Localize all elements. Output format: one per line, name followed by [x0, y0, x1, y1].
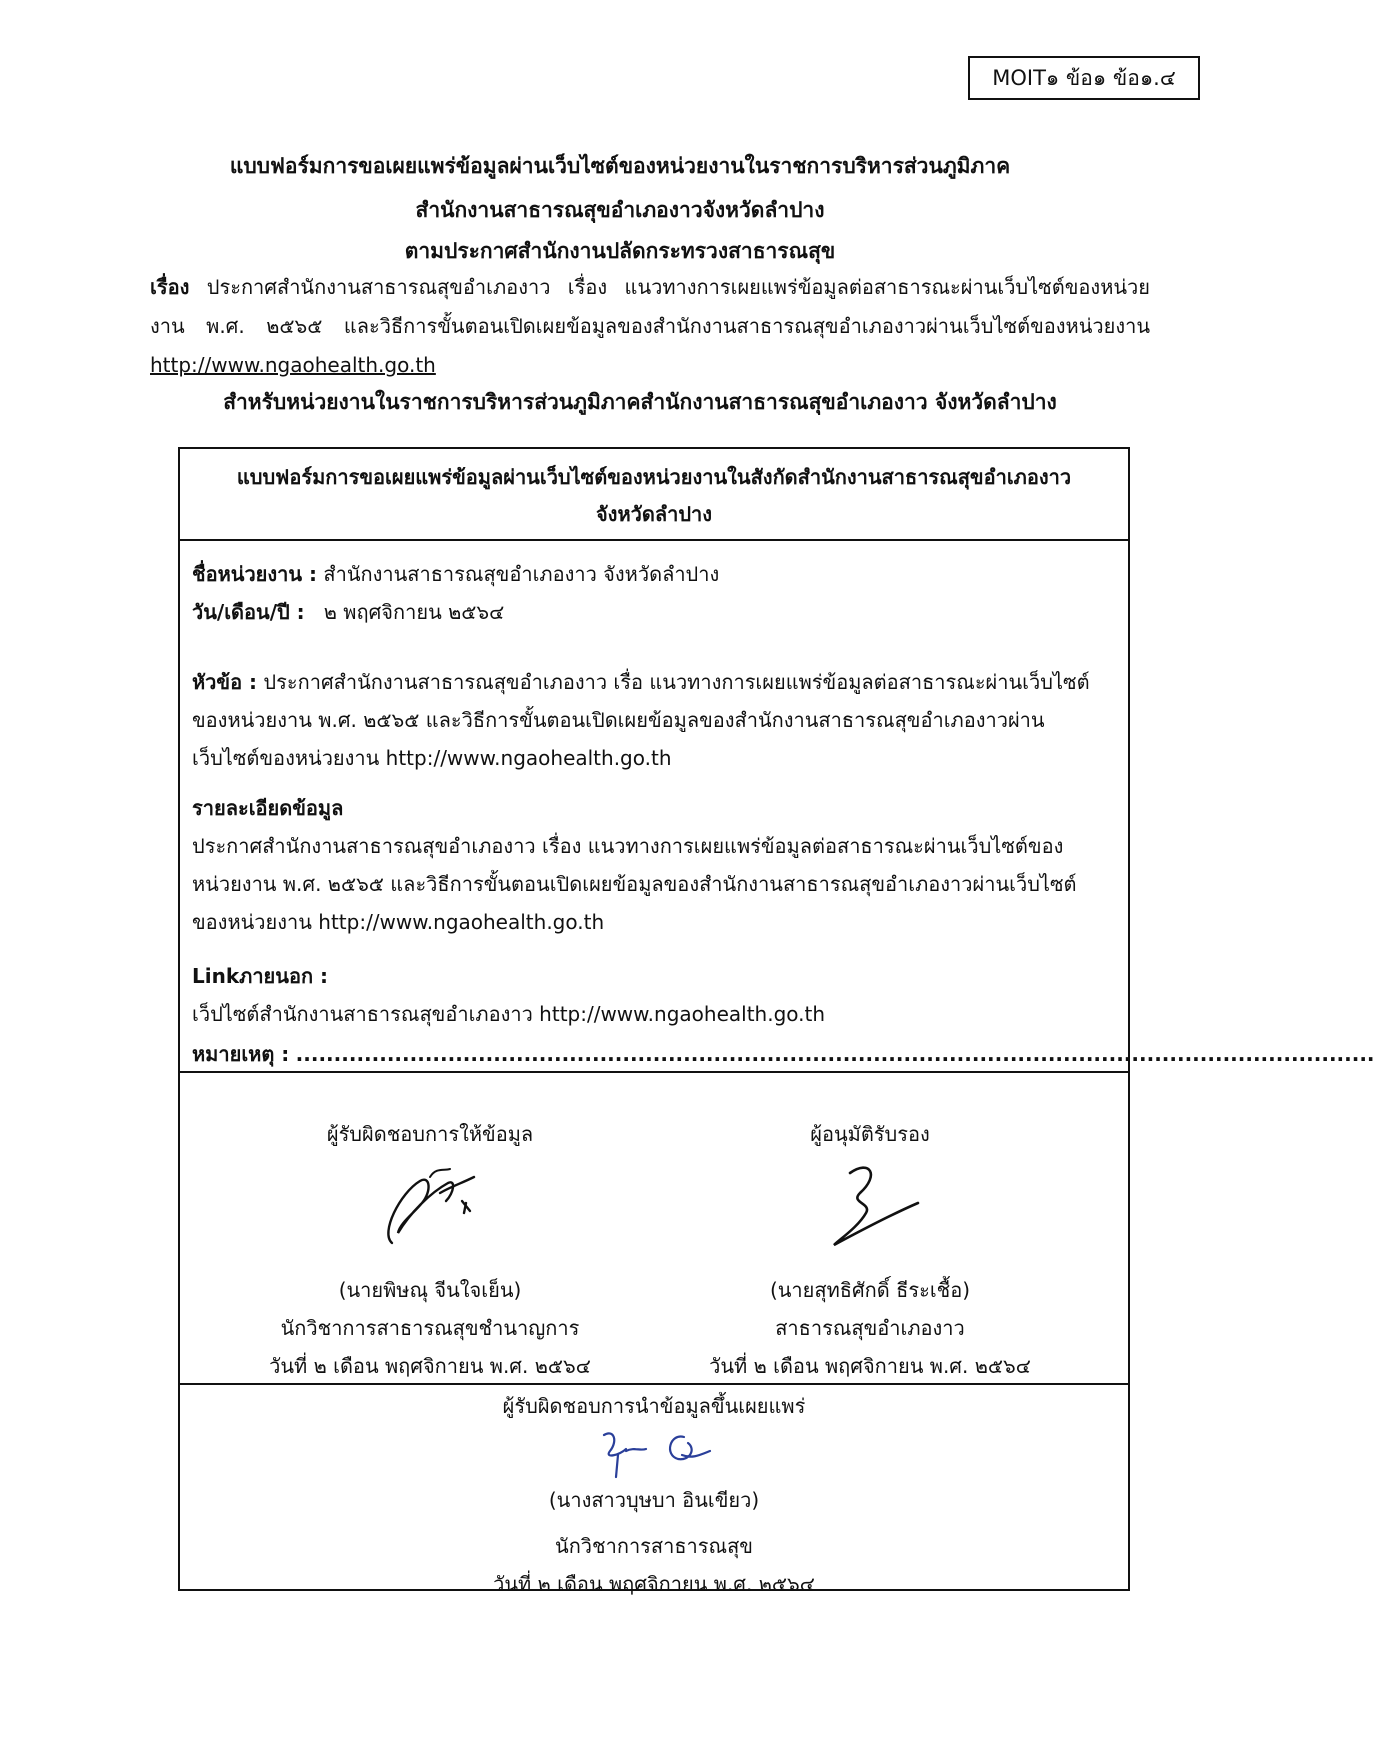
bottom-sig-role: ผู้รับผิดชอบการนำข้อมูลขึ้นเผยแพร่ — [502, 1394, 806, 1418]
left-signature-block — [240, 1115, 620, 1385]
form-divider — [180, 1383, 1128, 1385]
topic-line-2: ของหน่วยงาน พ.ศ. ๒๕๖๕ และวิธีการขั้นตอนเปิดเผยข้อมูลของสำนักงานสาธารณสุขอำเภองาวผ่าน — [192, 708, 1045, 732]
note-label: หมายเหตุ : — [192, 1042, 290, 1066]
subject-label: เรื่อง — [150, 275, 190, 299]
header-line-2: สำนักงานสาธารณสุขอำเภองาวจังหวัดลำปาง — [415, 198, 825, 222]
document-code-box — [968, 56, 1200, 100]
bottom-signature-image — [574, 1425, 734, 1481]
right-sig-name: (นายสุทธิศักดิ์ ธีระเชื้อ) — [769, 1278, 971, 1302]
request-form-table — [178, 447, 1375, 1596]
for-unit-line: สำหรับหน่วยงานในราชการบริหารส่วนภูมิภาคสำนักงานสาธารณสุขอำเภองาว จังหวัดลำปาง — [223, 390, 1057, 414]
header-line-1: แบบฟอร์มการขอเผยแพร่ข้อมูลผ่านเว็บไซต์ของหน่วยงานในราชการบริหารส่วนภูมิภาค — [229, 154, 1011, 178]
subject-text: ประกาศสำนักงานสาธารณสุขอำเภองาว เรื่อง แนวทางการเผยแพร่ข้อมูลต่อสาธารณะผ่านเว็บไซต์ของหน่วยงาน พ.ศ. ๒๕๖๕ และวิธีการขั้นตอนเปิดเผยข้อมูลของสำนักงานสาธารณสุขอำเภองาวผ่านเว็บไซต์ของหน่วยงาน — [150, 275, 1151, 338]
subject-paragraph — [150, 268, 1150, 385]
unit-label: ชื่อหน่วยงาน : — [192, 562, 318, 586]
link-value[interactable]: เว็ปไซต์สำนักงานสาธารณสุขอำเภองาว http://www.ngaohealth.go.th — [192, 1002, 826, 1026]
header-line-3: ตามประกาศสำนักงานปลัดกระทรวงสาธารณสุข — [404, 239, 836, 263]
bottom-sig-name: (นางสาวบุษบา อินเขียว) — [548, 1488, 760, 1512]
topic-label: หัวข้อ : — [192, 670, 258, 694]
detail-line-3: ของหน่วยงาน http://www.ngaohealth.go.th — [192, 910, 605, 934]
detail-line-2: หน่วยงาน พ.ศ. ๒๕๖๕ และวิธีการขั้นตอนเปิดเผยข้อมูลของสำนักงานสาธารณสุขอำเภองาวผ่านเว็บไซต์ — [192, 872, 1077, 896]
form-heading — [180, 459, 1128, 533]
unit-value: สำนักงานสาธารณสุขอำเภองาว จังหวัดลำปาง — [323, 562, 720, 586]
form-heading-line-2: จังหวัดลำปาง — [595, 502, 713, 526]
right-sig-role: ผู้อนุมัติรับรอง — [810, 1122, 930, 1146]
link-label: Linkภายนอก : — [192, 964, 329, 988]
left-signature-image — [370, 1153, 490, 1253]
document-code: MOIT๑ ข้อ๑ ข้อ๑.๔ — [992, 65, 1176, 90]
left-sig-role: ผู้รับผิดชอบการให้ข้อมูล — [326, 1122, 534, 1146]
date-label: วัน/เดือน/ปี : — [192, 600, 305, 624]
form-heading-line-1: แบบฟอร์มการขอเผยแพร่ข้อมูลผ่านเว็บไซต์ของหน่วยงานในสังกัดสำนักงานสาธารณสุขอำเภองาว — [236, 465, 1072, 489]
right-signature-image — [810, 1153, 930, 1253]
detail-line-1: ประกาศสำนักงานสาธารณสุขอำเภองาว เรื่อง แนวทางการเผยแพร่ข้อมูลต่อสาธารณะผ่านเว็บไซต์ของ — [192, 834, 1064, 858]
note-row — [192, 1035, 1375, 1073]
left-sig-name: (นายพิษณุ จีนใจเย็น) — [338, 1278, 522, 1302]
bottom-sig-date: วันที่ ๒ เดือน พฤศจิกายน พ.ศ. ๒๕๖๔ — [493, 1572, 815, 1596]
bottom-signature-block — [180, 1387, 1128, 1603]
topic-line-1: ประกาศสำนักงานสาธารณสุขอำเภองาว เรื่อ แนวทางการเผยแพร่ข้อมูลต่อสาธารณะผ่านเว็บไซต์ — [263, 670, 1090, 694]
form-divider — [180, 539, 1128, 541]
topic-row-1 — [192, 663, 1120, 701]
right-signature-block — [660, 1115, 1080, 1385]
form-divider — [180, 1071, 1128, 1073]
right-sig-position: สาธารณสุขอำเภองาว — [775, 1316, 965, 1340]
subject-url-link[interactable]: http://www.ngaohealth.go.th — [150, 353, 436, 377]
unit-row — [192, 555, 1120, 593]
date-row — [192, 593, 1120, 631]
bottom-sig-position: นักวิชาการสาธารณสุข — [555, 1534, 753, 1558]
left-sig-position: นักวิชาการสาธารณสุขชำนาญการ — [280, 1316, 580, 1340]
topic-line-3: เว็บไซต์ของหน่วยงาน http://www.ngaohealth.go.th — [192, 746, 672, 770]
date-value: ๒ พฤศจิกายน ๒๕๖๔ — [323, 600, 505, 624]
left-sig-date: วันที่ ๒ เดือน พฤศจิกายน พ.ศ. ๒๕๖๔ — [269, 1354, 591, 1378]
note-value: .............................................................................................................................................. — [295, 1042, 1375, 1066]
detail-label: รายละเอียดข้อมูล — [192, 796, 344, 820]
right-sig-date: วันที่ ๒ เดือน พฤศจิกายน พ.ศ. ๒๕๖๔ — [709, 1354, 1031, 1378]
